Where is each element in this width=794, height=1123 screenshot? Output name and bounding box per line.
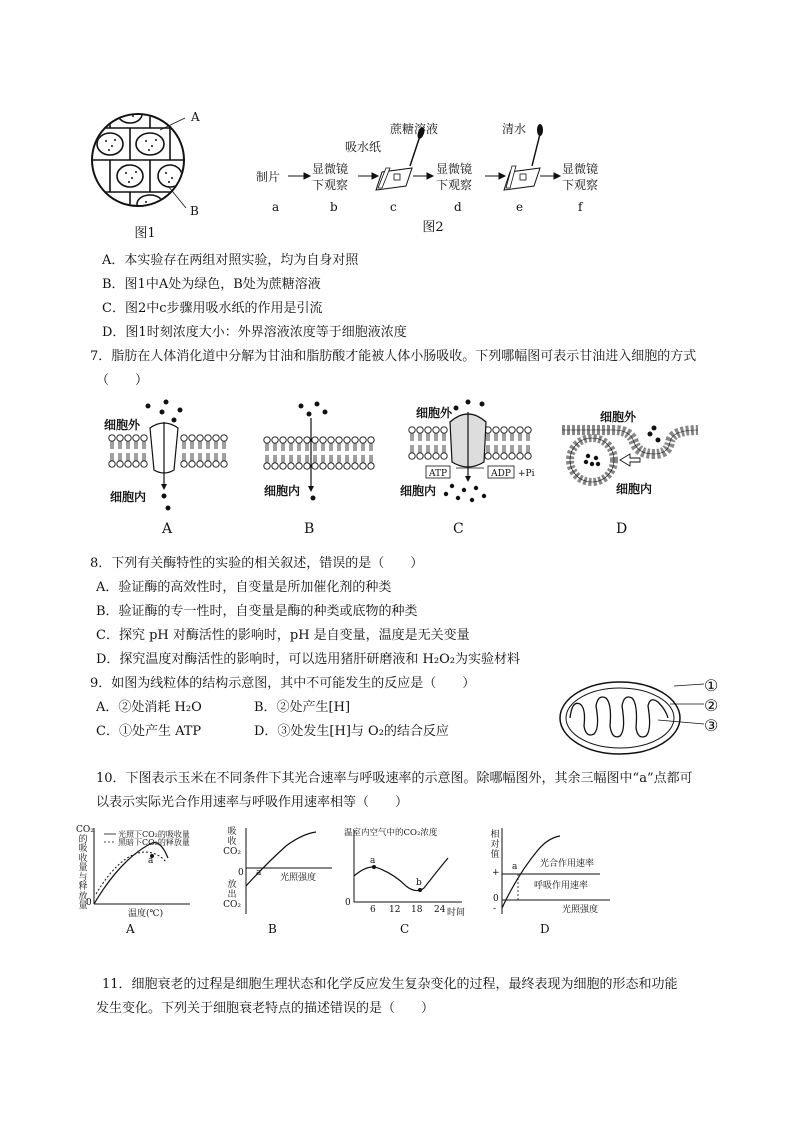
- q7-label-a: A: [162, 521, 173, 537]
- step-c-reagent: 蔗糖溶液: [390, 122, 439, 136]
- q9-option-b: B．②处产生[H]: [254, 700, 351, 715]
- chart-a-point: a: [148, 856, 154, 866]
- chart-a-origin: 0: [86, 898, 92, 908]
- chart-c-label: C: [400, 922, 410, 936]
- chart-d: [488, 824, 618, 920]
- chart-d-ylabel-0: 相: [490, 830, 500, 840]
- chart-b-ybottom-0: 放: [227, 880, 237, 890]
- chart-b-ybottom-1: 出: [227, 890, 237, 900]
- q7-c-outside: 细胞外: [416, 406, 453, 420]
- q8-option-d: D．探究温度对酶活性的影响时，可以选用猪肝研磨液和 H₂O₂为实验材料: [96, 652, 520, 667]
- pi-label: +Pi: [518, 469, 535, 479]
- q7-label-c: C: [453, 521, 464, 537]
- adp-label: ADP: [491, 469, 511, 479]
- chart-d-label: D: [540, 922, 550, 936]
- step-b-letter: b: [330, 200, 338, 214]
- q8-option-c: C．探究 pH 对酶活性的影响时，pH 是自变量，温度是无关变量: [96, 628, 470, 643]
- step-c-letter: c: [390, 200, 397, 214]
- chart-d-origin: 0: [493, 894, 499, 904]
- chart-a-legend-1: 光照下CO₂的吸收量: [118, 830, 190, 839]
- mito-mark-1: ①: [704, 676, 719, 695]
- q7-stem: 7．脂肪在人体消化道中分解为甘油和脂肪酸才能被人体小肠吸收。下列哪幅图可表示甘油进入细胞的方式: [90, 349, 697, 364]
- chart-b-origin: 0: [238, 868, 244, 878]
- mito-mark-3: ③: [704, 716, 719, 735]
- chart-c-xtick-6: 6: [370, 905, 376, 915]
- chart-b-ytop-1: 收: [227, 837, 237, 847]
- q9-stem: 9．如图为线粒体的结构示意图，其中不可能发生的反应是（ ）: [90, 676, 476, 691]
- chart-c-xlabel: 时间: [447, 908, 466, 918]
- q7-a-outside: 细胞外: [104, 418, 141, 432]
- chart-a-ylabel-6: 释: [78, 882, 88, 892]
- step-f-letter: f: [578, 200, 583, 214]
- step-d-text1: 显微镜: [436, 162, 473, 176]
- chart-c-title: 温室内空气中的CO₂浓度: [344, 828, 438, 838]
- chart-a-xlabel: 温度(℃): [128, 909, 164, 919]
- q7-b-inside: 细胞内: [264, 484, 301, 498]
- chart-d-minus: -: [493, 904, 497, 914]
- q6-option-d: D．图1时刻浓度大小：外界溶液浓度等于细胞液浓度: [102, 325, 407, 340]
- chart-b-ybottom: [220, 880, 244, 910]
- q7-d-outside: 细胞外: [600, 410, 637, 424]
- step-d-letter: d: [454, 200, 462, 214]
- chart-c-point-b: b: [416, 878, 422, 888]
- chart-a-label: A: [126, 922, 135, 936]
- chart-c-xtick-24: 24: [434, 905, 446, 915]
- q10-stem-2: 以表示实际光合作用速率与呼吸作用速率相等（ ）: [96, 795, 409, 810]
- chart-c-xtick-18: 18: [411, 905, 423, 915]
- chart-c-xtick-12: 12: [389, 905, 401, 915]
- chart-b-label: B: [268, 922, 277, 936]
- fig1-caption: 图1: [134, 226, 156, 241]
- chart-a-ylabel-8: 量: [78, 901, 88, 911]
- chart-c-point-a: a: [370, 856, 376, 866]
- chart-d-line2: 呼吸作用速率: [534, 881, 589, 891]
- chart-d-ylabel-2: 值: [490, 850, 500, 860]
- q7-a-inside: 细胞内: [110, 490, 147, 504]
- chart-b-xlabel: 光照强度: [280, 873, 317, 883]
- step-f-text1: 显微镜: [562, 162, 599, 176]
- chart-b-ytop: [220, 827, 244, 857]
- chart-d-line1: 光合作用速率: [540, 859, 595, 869]
- chart-a-ylabel-4: 量: [78, 863, 88, 873]
- q6-option-a: A．本实验存在两组对照实验，均为自身对照: [102, 253, 359, 268]
- chart-a-ylabel-0: CO₂: [76, 825, 94, 835]
- atp-label: ATP: [428, 469, 448, 479]
- step-b-text2: 下观察: [312, 178, 349, 192]
- chart-a-ylabel-2: 吸: [78, 844, 88, 854]
- step-a-text: 制片: [256, 170, 281, 184]
- chart-a-ylabel-5: 与: [78, 872, 88, 883]
- step-a-letter: a: [272, 200, 280, 214]
- mito-mark-2: ②: [704, 696, 719, 715]
- q7-label-b: B: [304, 521, 315, 537]
- mitochondrion-diagram: [556, 676, 726, 760]
- chart-d-point: a: [512, 862, 518, 872]
- chart-a-ylabel-1: 的: [78, 834, 88, 845]
- chart-b-ytop-0: 吸: [227, 827, 237, 837]
- q6-option-b: B．图1中A处为绿色，B处为蔗糖溶液: [102, 277, 321, 292]
- chart-c-origin: 0: [345, 898, 351, 908]
- fig2-caption: 图2: [422, 220, 444, 235]
- q7-paren: （ ）: [96, 373, 149, 388]
- step-f-text2: 下观察: [562, 178, 599, 192]
- q8-option-a: A．验证酶的高效性时，自变量是所加催化剂的种类: [96, 580, 392, 595]
- step-d-text2: 下观察: [436, 178, 473, 192]
- chart-a-legend-2: 黑暗下CO₂的释放量: [118, 838, 190, 847]
- fig1-label-b: B: [190, 204, 199, 218]
- step-b-text1: 显微镜: [312, 162, 349, 176]
- chart-d-ylabel-1: 对: [490, 840, 500, 850]
- q7-c-inside: 细胞内: [400, 484, 437, 498]
- q6-option-c: C．图2中c步骤用吸水纸的作用是引流: [102, 301, 323, 316]
- chart-d-ylabel: [488, 830, 502, 860]
- chart-a-ylabel-3: 收: [78, 853, 88, 864]
- q9-option-d: D．③处发生[H]与 O₂的结合反应: [254, 724, 449, 739]
- chart-b-point: a: [256, 868, 262, 878]
- fig1-label-a: A: [191, 110, 200, 124]
- q11-stem-1: 11．细胞衰老的过程是细胞生理状态和化学反应发生复杂变化的过程，最终表现为细胞的形态和功能: [102, 977, 678, 992]
- step-c-text1: 吸水纸: [345, 140, 382, 154]
- q11-stem-2: 发生变化。下列关于细胞衰老特点的描述错误的是（ ）: [96, 1001, 435, 1016]
- q7-d-inside: 细胞内: [616, 482, 653, 496]
- chart-b-ybottom-2: CO₂: [223, 900, 241, 910]
- q8-stem: 8．下列有关酶特性的实验的相关叙述，错误的是（ ）: [90, 556, 424, 571]
- q7-label-d: D: [616, 521, 628, 537]
- q9-option-a: A．②处消耗 H₂O: [96, 700, 202, 715]
- q8-option-b: B．验证酶的专一性时，自变量是酶的种类或底物的种类: [96, 604, 418, 619]
- chart-d-plus: +: [492, 868, 500, 878]
- chart-d-xlabel: 光照强度: [562, 905, 599, 915]
- step-e-letter: e: [516, 200, 524, 214]
- figure-1: [90, 108, 200, 238]
- q9-option-c: C．①处产生 ATP: [96, 724, 202, 739]
- chart-a-ylabel-7: 放: [78, 891, 88, 902]
- q10-stem-1: 10．下图表示玉米在不同条件下其光合速率与呼吸速率的示意图。除哪幅图外，其余三幅图中“a”点都可: [96, 771, 693, 786]
- step-e-reagent: 清水: [502, 122, 527, 136]
- chart-b-ytop-2: CO₂: [223, 847, 241, 857]
